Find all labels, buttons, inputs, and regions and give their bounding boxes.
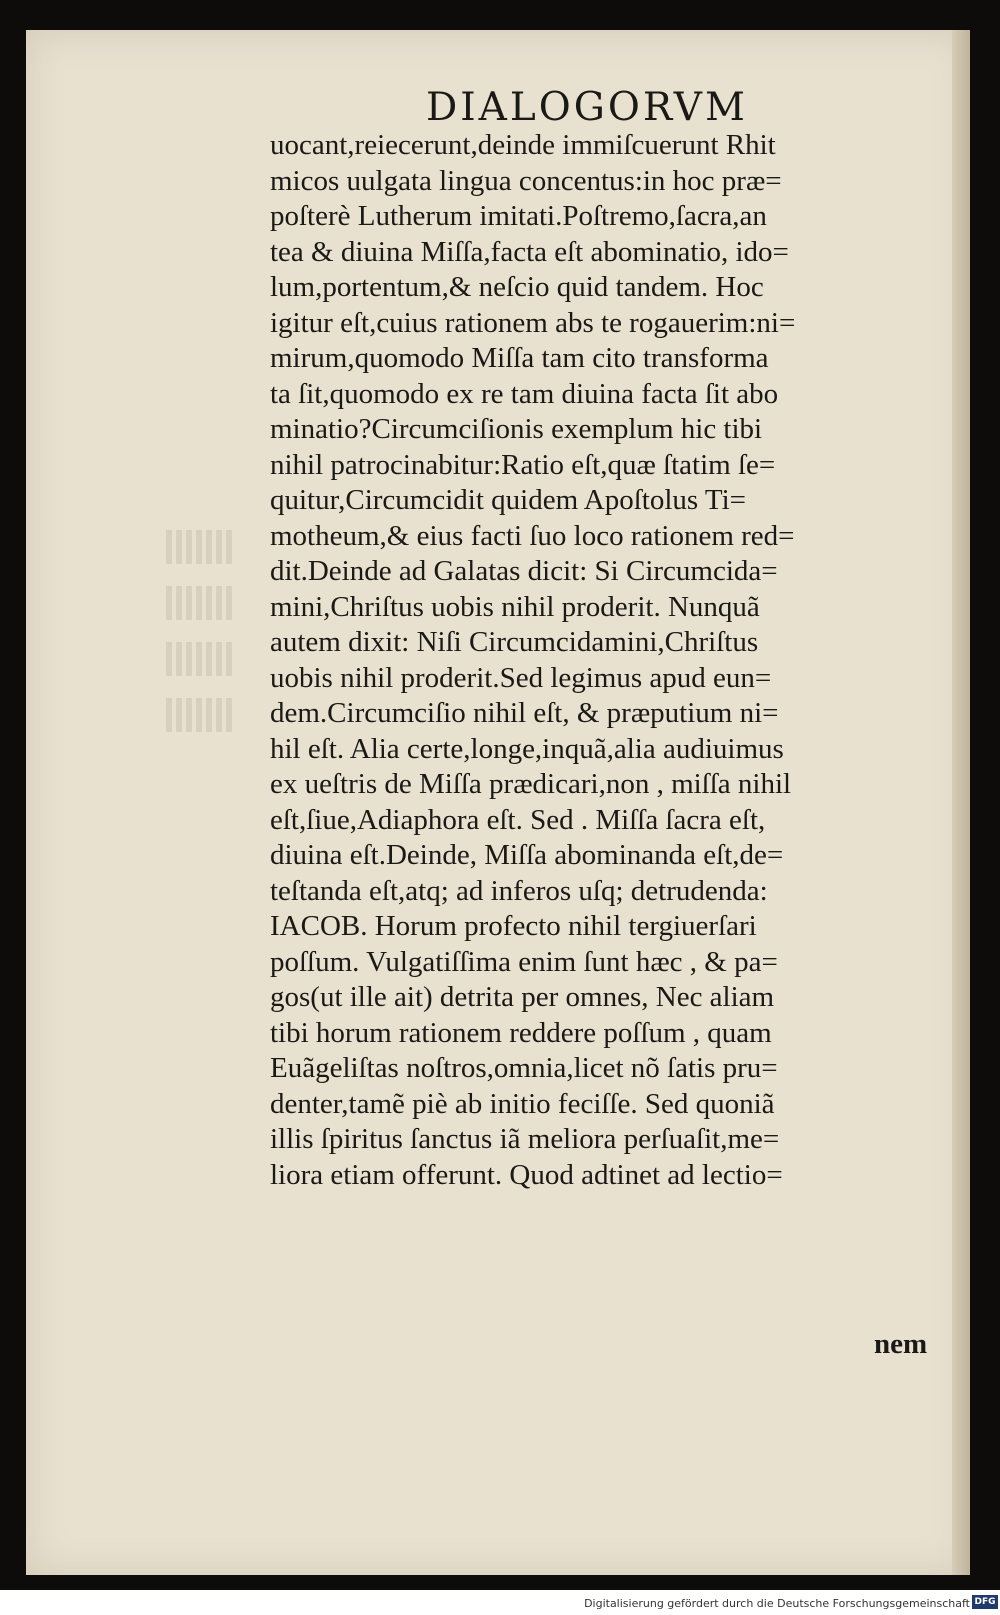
text-line: diuina eſt.Deinde, Miſſa abominanda eſt,de= xyxy=(270,839,784,871)
text-line: tea & diuina Miſſa,facta eſt abominatio, ido= xyxy=(270,235,789,268)
text-line: mini,Chriſtus uobis nihil proderit. Nunquã xyxy=(270,590,760,623)
text-line: liora etiam offerunt. Quod adtinet ad lectio= xyxy=(270,1158,783,1191)
text-line: denter,tamẽ piè ab initio feciſſe. Sed quoniã xyxy=(270,1087,775,1120)
text-line: uobis nihil proderit.Sed legimus apud eun= xyxy=(270,661,772,694)
catchword: nem xyxy=(874,1328,928,1360)
text-line: lum,portentum,& neſcio quid tandem. Hoc xyxy=(270,271,764,303)
text-line: minatio?Circumciſionis exemplum hic tibi xyxy=(270,413,763,445)
text-line: gos(ut ille ait) detrita per omnes, Nec aliam xyxy=(270,981,775,1013)
text-line: mirum,quomodo Miſſa tam cito transforma xyxy=(270,342,769,374)
text-line: nihil patrocinabitur:Ratio eſt,quæ ſtatim ſe= xyxy=(270,448,776,481)
text-line: Euãgeliſtas noſtros,omnia,licet nõ ſatis pru= xyxy=(270,1052,778,1084)
text-line: quitur,Circumcidit quidem Apoſtolus Ti= xyxy=(270,484,747,516)
text-line: tibi horum rationem reddere poſſum , quam xyxy=(270,1016,772,1049)
text-line: dit.Deinde ad Galatas dicit: Si Circumcida= xyxy=(270,555,778,587)
text-line: illis ſpiritus ſanctus iã meliora perſuaſit,me= xyxy=(270,1123,780,1155)
body-text xyxy=(270,128,950,1193)
footer-credit: Digitalisierung gefördert durch die Deutsche Forschungsgemeinschaft xyxy=(584,1597,970,1610)
text-line: poſſum. Vulgatiſſima enim ſunt hæc , & pa= xyxy=(270,945,778,978)
text-line: IACOB. Horum profecto nihil tergiuerſari xyxy=(270,910,757,942)
bleed-through-text xyxy=(166,530,256,810)
text-line: hil eſt. Alia certe,longe,inquã,alia audiuimus xyxy=(270,732,784,765)
text-line: autem dixit: Niſi Circumcidamini,Chriſtus xyxy=(270,626,759,658)
text-line: eſt,ſiue,Adiaphora eſt. Sed . Miſſa ſacra eſt, xyxy=(270,803,766,836)
text-line: dem.Circumciſio nihil eſt, & præputium ni= xyxy=(270,697,779,729)
text-line: igitur eſt,cuius rationem abs te rogauerim:ni= xyxy=(270,306,796,339)
text-line: ta ſit,quomodo ex re tam diuina facta ſit abo xyxy=(270,377,779,410)
book-page xyxy=(26,30,970,1575)
text-line: uocant,reiecerunt,deinde immiſcuerunt Rhit xyxy=(270,129,776,161)
dfg-logo: DFG xyxy=(972,1595,998,1609)
text-line: micos uulgata lingua concentus:in hoc præ= xyxy=(270,164,782,197)
page-edge xyxy=(952,30,970,1575)
text-line: poſterè Lutherum imitati.Poſtremo,ſacra,an xyxy=(270,200,767,232)
text-line: ex ueſtris de Miſſa prædicari,non , miſſa nihil xyxy=(270,768,792,800)
text-line: motheum,& eius facti ſuo loco rationem red= xyxy=(270,519,795,552)
running-header: DIALOGORVM xyxy=(426,85,748,130)
text-line: teſtanda eſt,atq; ad inferos uſq; detrudenda: xyxy=(270,874,768,907)
